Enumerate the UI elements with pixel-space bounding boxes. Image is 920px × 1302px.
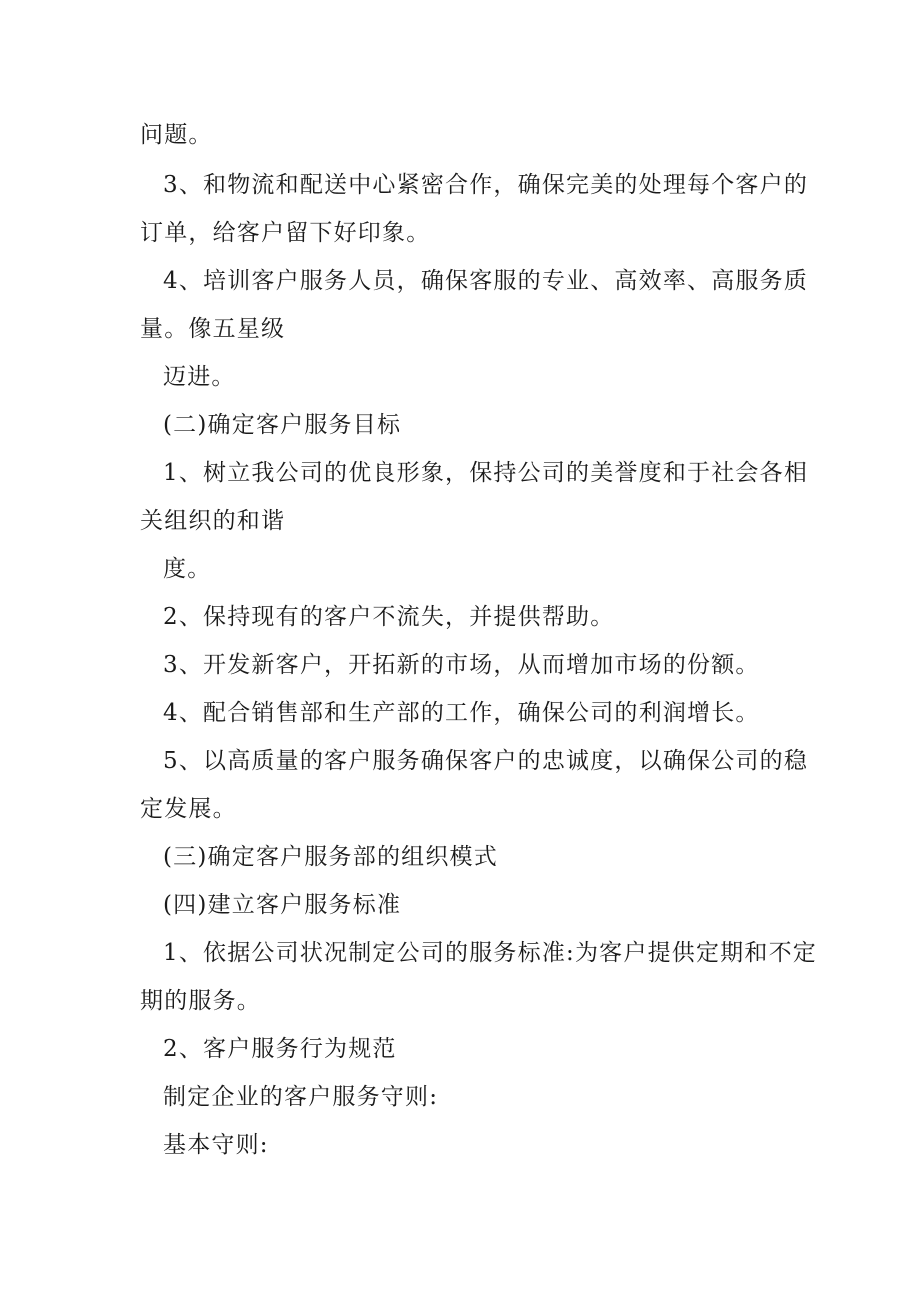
text-line: 2、保持现有的客户不流失，并提供帮助。: [163, 604, 615, 630]
text-line: 5、以高质量的客户服务确保客户的忠诚度，以确保公司的稳: [163, 748, 809, 774]
text-line: 订单，给客户留下好印象。: [140, 220, 431, 246]
text-line: 1、树立我公司的优良形象，保持公司的美誉度和于社会各相: [163, 460, 809, 486]
text-line: 定发展。: [140, 796, 237, 822]
text-line: 度。: [163, 556, 212, 582]
text-line: 4、配合销售部和生产部的工作，确保公司的利润增长。: [163, 700, 760, 726]
text-line: 量。像五星级: [140, 316, 286, 342]
text-line: 2、客户服务行为规范: [163, 1036, 397, 1062]
text-line: 制定企业的客户服务守则:: [163, 1084, 439, 1110]
text-line: 期的服务。: [140, 988, 261, 1014]
section-heading: (二)确定客户服务目标: [163, 412, 402, 438]
text-line: 4、培训客户服务人员，确保客服的专业、高效率、高服务质: [163, 268, 809, 294]
text-line: 迈进。: [163, 364, 236, 390]
text-line: 关组织的和谐: [140, 508, 286, 534]
section-heading: (三)确定客户服务部的组织模式: [163, 844, 498, 870]
text-line: 3、开发新客户，开拓新的市场，从而增加市场的份额。: [163, 652, 760, 678]
text-line: 基本守则:: [163, 1132, 269, 1158]
section-heading: (四)建立客户服务标准: [163, 892, 402, 918]
text-line: 问题。: [140, 122, 213, 148]
text-line: 1、依据公司状况制定公司的服务标准:为客户提供定期和不定: [163, 940, 817, 966]
text-line: 3、和物流和配送中心紧密合作，确保完美的处理每个客户的: [163, 172, 809, 198]
